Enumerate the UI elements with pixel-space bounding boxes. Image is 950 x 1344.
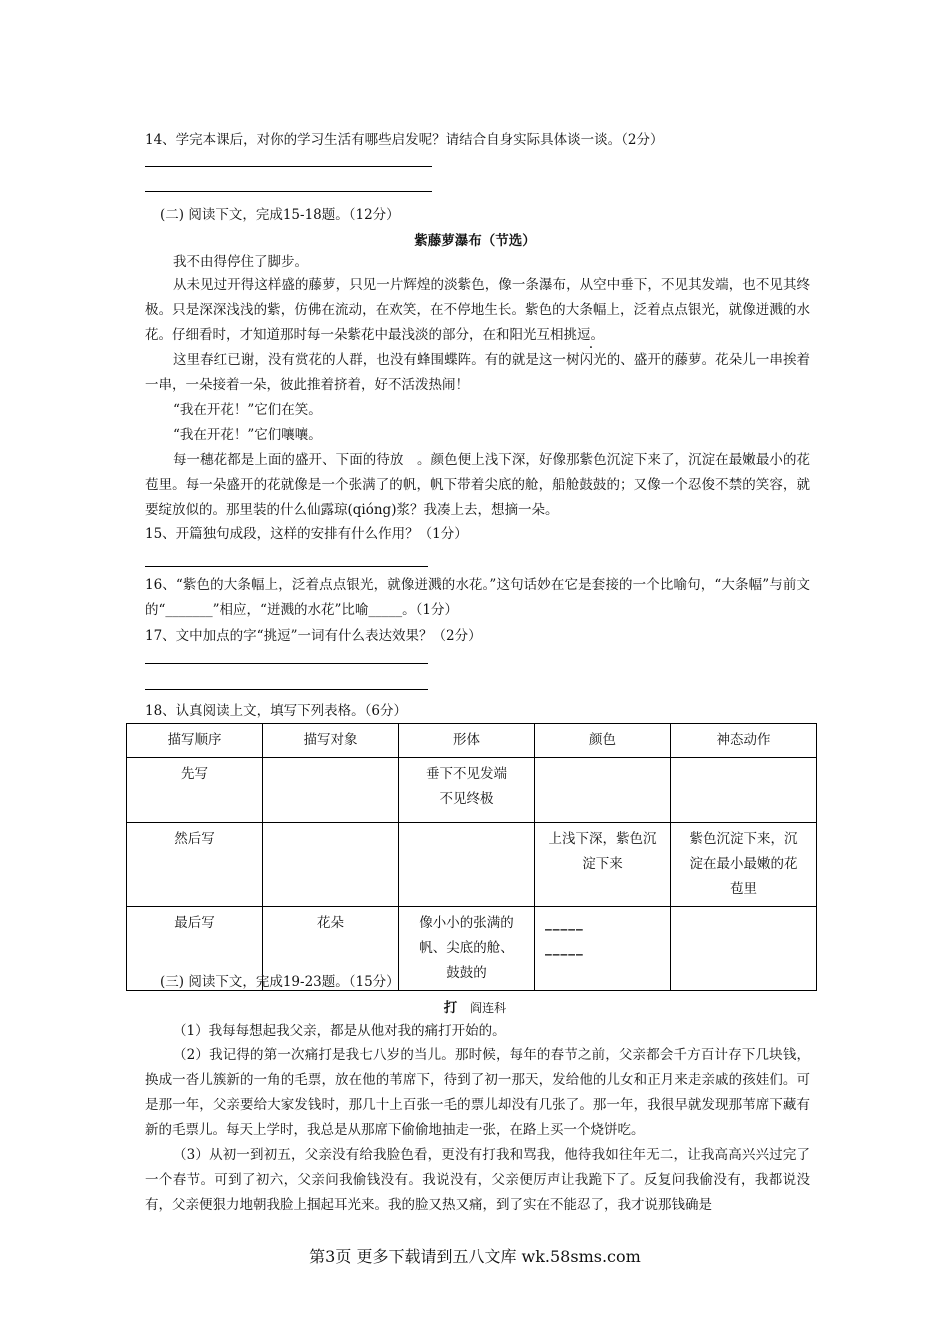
answer-line <box>145 166 432 167</box>
passage-1-paragraph: 我不由得停住了脚步。 <box>173 254 308 270</box>
table-row <box>127 823 817 907</box>
passage-2-heading <box>0 996 950 1016</box>
passage-1-paragraph: “我在开花！”它们在笑。 <box>173 402 322 418</box>
table-row <box>127 758 817 823</box>
table-cell[interactable] <box>671 907 817 991</box>
section-3-header: (三) 阅读下文，完成19-23题。（15分） <box>160 974 400 990</box>
answer-line <box>145 191 432 192</box>
fill-in-table <box>126 723 817 991</box>
passage-1-paragraph: 每一穗花都是上面的盛开、下面的待放 。颜色便上浅下深，好像那紫色沉淀下来了，沉淀在最嫩最小的花苞里。每一朵盛开的花就像是一个张满了的帆，帆下带着尖底的舱，船舱鼓鼓的；又像一个忍俊不禁的笑容，就要绽放似的。那里装的什么仙露琼(qióng)浆？我凑上去，想摘一朵。 <box>145 452 810 518</box>
table-header: 形体 <box>399 724 535 758</box>
table-cell: 先写 <box>127 758 263 823</box>
answer-line <box>145 689 428 690</box>
answer-line <box>145 663 428 664</box>
passage-1-title: 紫藤萝瀑布（节选） <box>414 233 536 249</box>
table-header: 描写对象 <box>263 724 399 758</box>
table-cell[interactable] <box>535 907 671 991</box>
passage-1-paragraph: “我在开花！”它们嚷嚷。 <box>173 427 322 443</box>
passage-2-paragraph: （2）我记得的第一次痛打是我七八岁的当儿。那时候，每年的春节之前，父亲都会千方百计存下几块钱，换成一沓儿簇新的一角的毛票，放在他的苇席下，待到了初一那天，发给他的儿女和正月来走亲戚的孩娃们。可是那一年，父亲要给大家发钱时，那几十上百张一毛的票儿却没有几张了。那一年，我很早就发现那苇席下藏有新的毛票儿。每天上学时，我总是从那席下偷偷地抽走一张，在路上买一个烧饼吃。 <box>145 1047 810 1138</box>
table-cell[interactable] <box>535 758 671 823</box>
passage-2-paragraph: （1）我每每想起我父亲，都是从他对我的痛打开始的。 <box>173 1023 506 1039</box>
table-cell[interactable] <box>671 758 817 823</box>
answer-line <box>145 566 428 567</box>
table-cell[interactable] <box>399 823 535 907</box>
table-header-row <box>127 724 817 758</box>
section-2-header: (二) 阅读下文，完成15-18题。（12分） <box>160 207 400 223</box>
passage-2-author: 阎连科 <box>470 1001 507 1015</box>
blank-line[interactable]: _____ <box>545 915 584 931</box>
page-footer: 第3页 更多下载请到五八文库 wk.58sms.com <box>309 1247 641 1266</box>
table-cell: 花朵 <box>263 907 399 991</box>
question-16: 16、“紫色的大条幅上，泛着点点银光，就像迸溅的水花。”这句话妙在它是套接的一个比喻句，“大条幅”与前文的“_______”相应，“迸溅的水花”比喻_____。（1分） <box>145 577 810 618</box>
blank-line[interactable]: _____ <box>545 940 584 956</box>
table-cell: 像小小的张满的帆、尖底的舱、鼓鼓的 <box>399 907 535 991</box>
question-14: 14、学完本课后，对你的学习生活有哪些启发呢？请结合自身实际具体谈一谈。（2分） <box>145 132 664 148</box>
table-cell: 上浅下深，紫色沉淀下来 <box>535 823 671 907</box>
passage-2-title: 打 <box>443 1000 458 1016</box>
table-cell[interactable] <box>263 758 399 823</box>
passage-1-paragraph: 从未见过开得这样盛的藤萝，只见一片辉煌的淡紫色，像一条瀑布，从空中垂下，不见其发端，也不见其终极。只是深深浅浅的紫，仿佛在流动，在欢笑，在不停地生长。紫色的大条幅上，泛着点点银光，就像迸溅的水花。仔细看时，才知道那时每一朵紫花中最浅淡的部分，在和阳光互相挑逗。 <box>145 277 810 343</box>
passage-1-paragraph: 这里春红已谢，没有赏花的人群，也没有蜂围蝶阵。有的就是这一树闪光的、盛开的藤萝。花朵儿一串挨着一串，一朵接着一朵，彼此推着挤着，好不活泼热闹！ <box>145 352 810 393</box>
table-header: 描写顺序 <box>127 724 263 758</box>
table-cell: 垂下不见发端不见终极 <box>399 758 535 823</box>
question-18: 18、认真阅读上文，填写下列表格。（6分） <box>145 703 408 719</box>
dotted-word: 挑逗 <box>563 327 591 343</box>
table-header: 神态动作 <box>671 724 817 758</box>
table-cell: 紫色沉淀下来，沉淀在最小最嫩的花苞里 <box>671 823 817 907</box>
table-cell: 然后写 <box>127 823 263 907</box>
passage-2-paragraph: （3）从初一到初五，父亲没有给我脸色看，更没有打我和骂我，他待我如往年无二，让我高高兴兴过完了一个春节。可到了初六，父亲问我偷钱没有。我说没有，父亲便厉声让我跪下了。反复问我偷没有，我都说没有，父亲便狠力地朝我脸上掴起耳光来。我的脸又热又痛，到了实在不能忍了，我才说那钱确是 <box>145 1147 810 1213</box>
question-15: 15、开篇独句成段，这样的安排有什么作用？（1分） <box>145 526 468 542</box>
question-17: 17、文中加点的字“挑逗”一词有什么表达效果？（2分） <box>145 628 482 644</box>
table-header: 颜色 <box>535 724 671 758</box>
table-cell: 最后写 <box>127 907 263 991</box>
table-cell[interactable] <box>263 823 399 907</box>
